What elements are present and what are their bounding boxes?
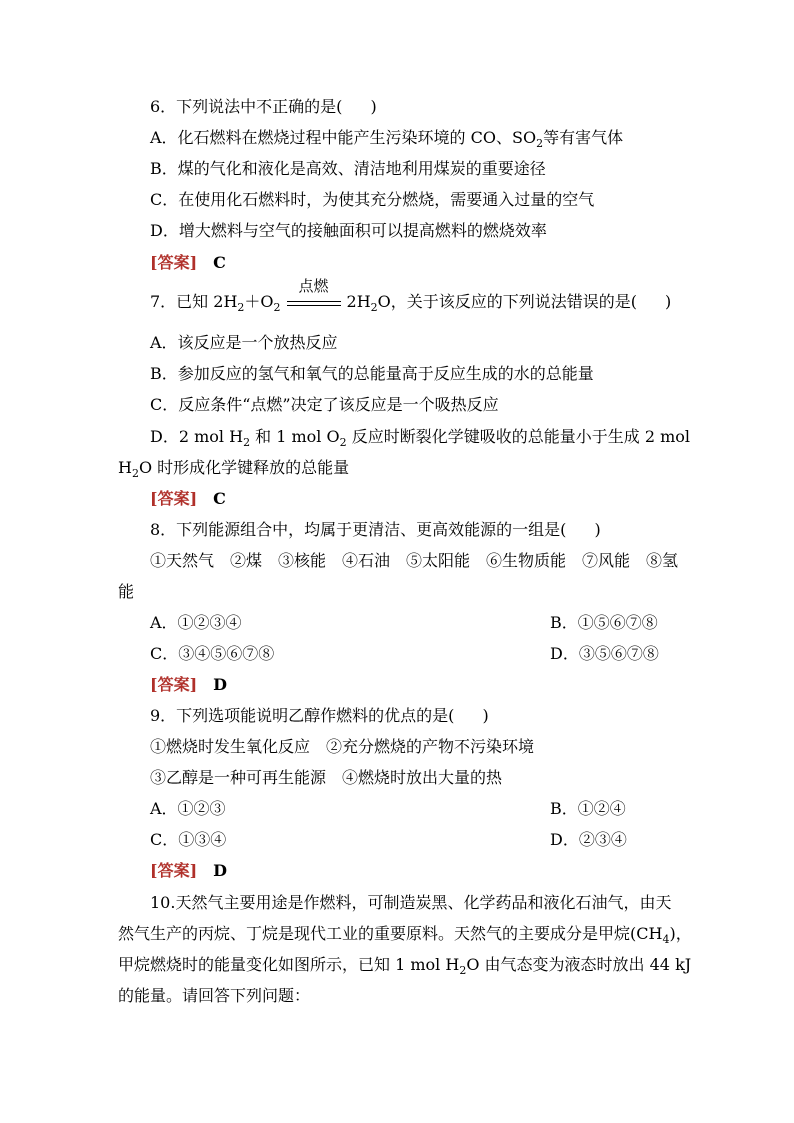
- q7-option-b: B．参加反应的氢气和氧气的总能量高于反应生成的水的总能量: [150, 364, 594, 383]
- q8-options-row2: [150, 644, 659, 664]
- q9-stem: 9．下列选项能说明乙醇作燃料的优点的是( ): [150, 706, 489, 725]
- q6-option-b: B．煤的气化和液化是高效、清洁地利用煤炭的重要途径: [150, 159, 546, 178]
- q9-option-a: A．①②③: [150, 799, 226, 818]
- answer-tag: [答案]: [150, 253, 198, 272]
- q8-option-a: A．①②③④: [150, 613, 242, 632]
- answer-value: D: [213, 675, 228, 694]
- q9-options-row1: [150, 799, 626, 819]
- answer-value: C: [213, 253, 226, 272]
- q9-option-c: C．①③④: [150, 830, 227, 849]
- q6-option-a: A．化石燃料在燃烧过程中能产生污染环境的 CO、$SO_2$等有害气体: [150, 128, 624, 151]
- q10-line1: 10.天然气主要用途是作燃料，可制造炭黑、化学药品和液化石油气，由天: [150, 893, 672, 912]
- q8-answer: [150, 675, 227, 695]
- q7-option-d-continued: $H_2O$ 时形成化学键释放的总能量: [118, 458, 350, 481]
- q10-line4: 的能量。请回答下列问题：: [118, 986, 311, 1005]
- q8-stem: 8．下列能源组合中，均属于更清洁、更高效能源的一组是( ): [150, 520, 601, 539]
- q8-energy-list-continued: 能: [118, 582, 135, 601]
- q9-list-line1: ①燃烧时发生氧化反应 ②充分燃烧的产物不污染环境: [150, 737, 535, 756]
- q7-option-d: D．2 mol $H_2$ 和 1 mol $O_2$ 反应时断裂化学键吸收的总能量小于生成 2 mol: [150, 427, 691, 450]
- q8-option-d: D．③⑤⑥⑦⑧: [550, 644, 659, 663]
- q7-answer: [150, 489, 226, 509]
- answer-tag: [答案]: [150, 675, 198, 694]
- reaction-condition-arrow: [285, 277, 343, 312]
- q9-answer: [150, 861, 227, 881]
- q7-stem: 7．已知 $2H_2+O_2$ 点燃 $2H_2O$，关于该反应的下列说法错误的是( ): [150, 277, 672, 315]
- q8-energy-list: ①天然气 ②煤 ③核能 ④石油 ⑤太阳能 ⑥生物质能 ⑦风能 ⑧氢: [150, 551, 679, 570]
- answer-tag: [答案]: [150, 861, 198, 880]
- reaction-condition: 点燃: [298, 277, 329, 295]
- q6-option-c: C．在使用化石燃料时，为使其充分燃烧，需要通入过量的空气: [150, 190, 595, 209]
- q7-option-c: C．反应条件“点燃”决定了该反应是一个吸热反应: [150, 395, 499, 414]
- q7-option-a: A．该反应是一个放热反应: [150, 333, 338, 352]
- q9-option-d: D．②③④: [550, 830, 627, 849]
- q9-list-line2: ③乙醇是一种可再生能源 ④燃烧时放出大量的热: [150, 768, 503, 787]
- answer-value: C: [213, 489, 226, 508]
- q8-option-c: C．③④⑤⑥⑦⑧: [150, 644, 275, 663]
- q9-options-row2: [150, 830, 627, 850]
- q8-options-row1: [150, 613, 658, 633]
- answer-value: D: [213, 861, 228, 880]
- q9-option-b: B．①②④: [550, 799, 626, 818]
- answer-tag: [答案]: [150, 489, 198, 508]
- q6-stem: 6．下列说法中不正确的是( ): [150, 97, 377, 116]
- q6-option-d: D．增大燃料与空气的接触面积可以提高燃料的燃烧效率: [150, 221, 547, 240]
- q6-answer: [150, 253, 226, 273]
- q10-line2: 然气生产的丙烷、丁烷是现代工业的重要原料。天然气的主要成分是甲烷$(CH_4)$，: [118, 924, 692, 947]
- q10-line3: 甲烷燃烧时的能量变化如图所示，已知 1 mol $H_2O$ 由气态变为液态时放出 44 kJ: [118, 955, 692, 978]
- q8-option-b: B．①⑤⑥⑦⑧: [550, 613, 658, 632]
